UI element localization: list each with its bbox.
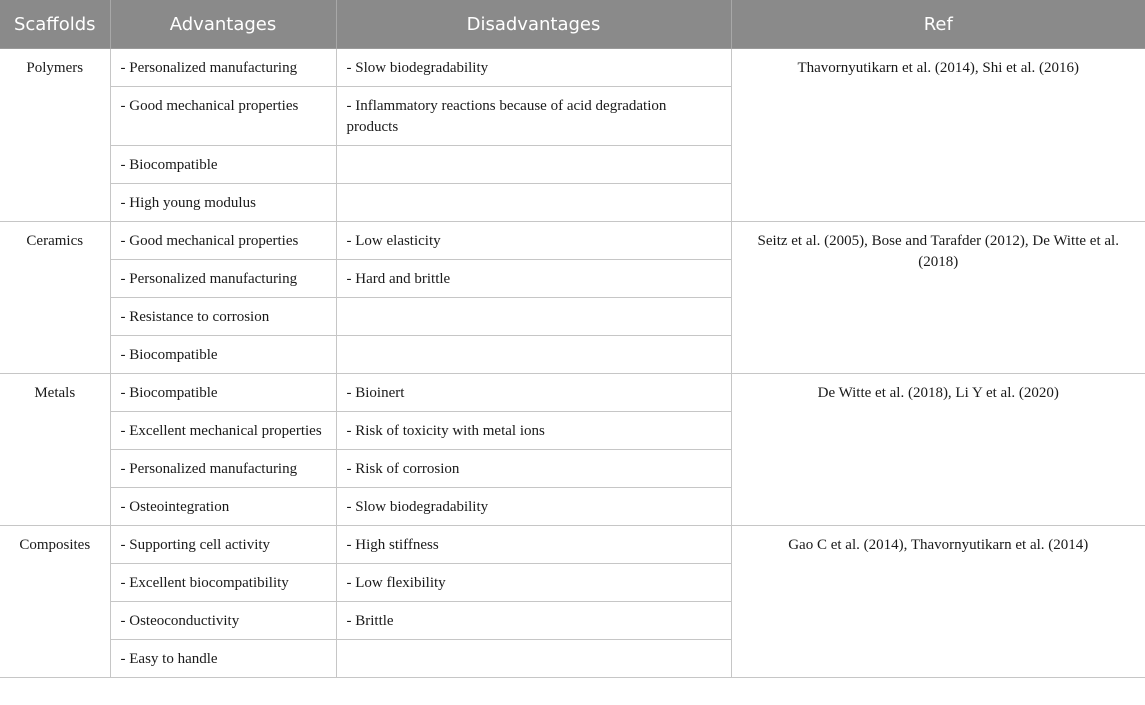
advantage-cell: - Personalized manufacturing: [110, 49, 336, 87]
scaffold-name: Polymers: [0, 49, 110, 222]
disadvantage-cell: - Risk of toxicity with metal ions: [336, 412, 731, 450]
ref-cell: Thavornyutikarn et al. (2014), Shi et al. (2016): [731, 49, 1145, 222]
advantage-cell: - Biocompatible: [110, 374, 336, 412]
advantage-cell: - Excellent biocompatibility: [110, 564, 336, 602]
advantage-cell: - Biocompatible: [110, 146, 336, 184]
advantage-cell: - Personalized manufacturing: [110, 260, 336, 298]
advantage-cell: - High young modulus: [110, 184, 336, 222]
table-row: [0, 49, 1145, 87]
table-row: [0, 374, 1145, 412]
advantage-cell: - Osteoconductivity: [110, 602, 336, 640]
table-row: [0, 526, 1145, 564]
disadvantage-cell: [336, 336, 731, 374]
header-advantages: Advantages: [110, 0, 336, 49]
disadvantage-cell: - Slow biodegradability: [336, 49, 731, 87]
advantage-cell: - Easy to handle: [110, 640, 336, 678]
disadvantage-cell: [336, 184, 731, 222]
disadvantage-cell: - Low flexibility: [336, 564, 731, 602]
scaffold-name: Metals: [0, 374, 110, 526]
disadvantage-cell: - Slow biodegradability: [336, 488, 731, 526]
ref-cell: Gao C et al. (2014), Thavornyutikarn et al. (2014): [731, 526, 1145, 678]
ref-cell: De Witte et al. (2018), Li Y et al. (2020): [731, 374, 1145, 526]
disadvantage-cell: - Brittle: [336, 602, 731, 640]
header-scaffolds: Scaffolds: [0, 0, 110, 49]
scaffold-name: Composites: [0, 526, 110, 678]
header-disadvantages: Disadvantages: [336, 0, 731, 49]
header-row: [0, 0, 1145, 49]
table-body: [0, 49, 1145, 678]
scaffold-name: Ceramics: [0, 222, 110, 374]
advantage-cell: - Supporting cell activity: [110, 526, 336, 564]
disadvantage-cell: - Inflammatory reactions because of acid degradation products: [336, 87, 731, 146]
ref-cell: Seitz et al. (2005), Bose and Tarafder (2012), De Witte et al. (2018): [731, 222, 1145, 374]
advantage-cell: - Osteointegration: [110, 488, 336, 526]
disadvantage-cell: [336, 146, 731, 184]
advantage-cell: - Personalized manufacturing: [110, 450, 336, 488]
advantage-cell: - Resistance to corrosion: [110, 298, 336, 336]
disadvantage-cell: - Bioinert: [336, 374, 731, 412]
disadvantage-cell: - Risk of corrosion: [336, 450, 731, 488]
advantage-cell: - Good mechanical properties: [110, 87, 336, 146]
table-header: [0, 0, 1145, 49]
advantage-cell: - Good mechanical properties: [110, 222, 336, 260]
disadvantage-cell: [336, 640, 731, 678]
disadvantage-cell: - High stiffness: [336, 526, 731, 564]
disadvantage-cell: [336, 298, 731, 336]
advantage-cell: - Excellent mechanical properties: [110, 412, 336, 450]
disadvantage-cell: - Low elasticity: [336, 222, 731, 260]
disadvantage-cell: - Hard and brittle: [336, 260, 731, 298]
header-ref: Ref: [731, 0, 1145, 49]
table-row: [0, 222, 1145, 260]
advantage-cell: - Biocompatible: [110, 336, 336, 374]
